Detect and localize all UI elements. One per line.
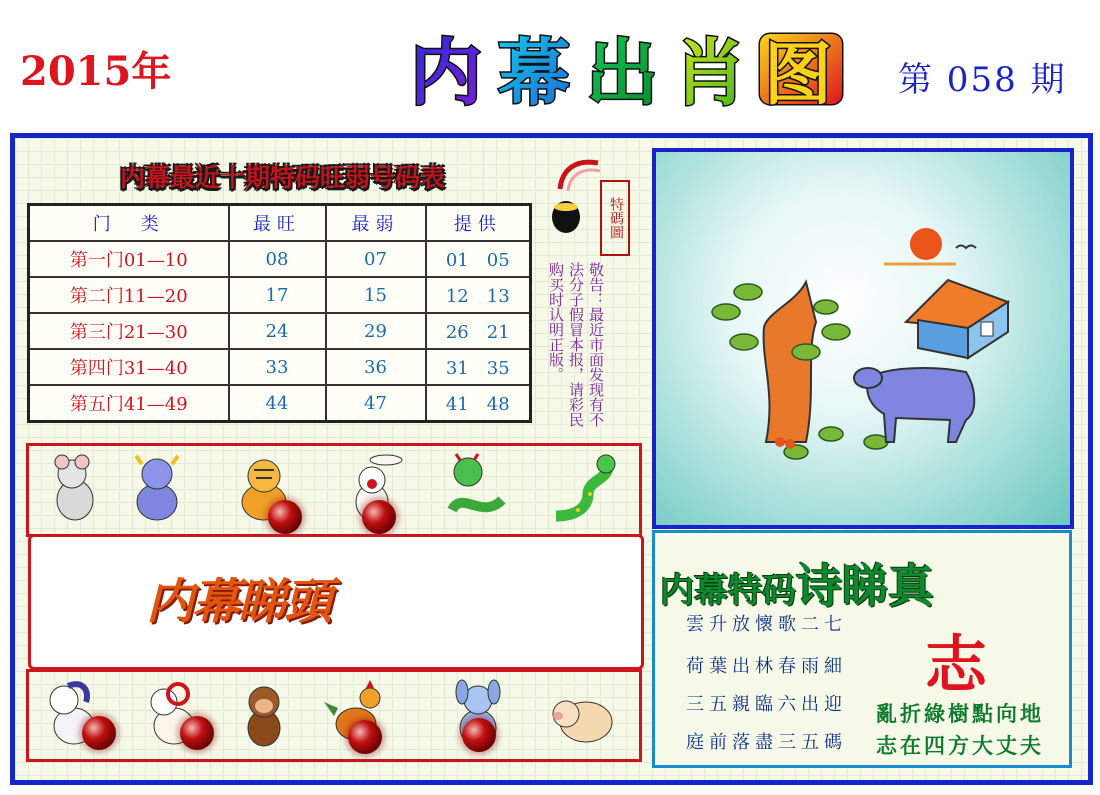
provide-cell: 31 35 (426, 349, 531, 385)
provide-cell: 41 48 (426, 385, 531, 422)
provide-cell: 12 13 (426, 277, 531, 313)
max-cell: 33 (229, 349, 326, 385)
max-cell: 44 (229, 385, 326, 422)
provide-cell: 26 21 (426, 313, 531, 349)
poem-line: 庭前落盡三五碼 (686, 732, 847, 753)
table-row (29, 313, 531, 349)
logo (408, 28, 848, 110)
number-table (27, 203, 532, 423)
highlight-ball (268, 500, 302, 534)
farm-scene-icon (656, 152, 1070, 525)
table-header-row (29, 205, 531, 242)
door-cell: 第五门41—49 (29, 385, 229, 422)
column-header: 最弱 (326, 205, 426, 242)
poem-line: 三五親臨六出迎 (686, 694, 847, 715)
column-header: 最旺 (229, 205, 326, 242)
poem-line: 荷葉出林春雨細 (686, 656, 847, 677)
highlight-char: 志 (925, 628, 988, 701)
notice-text: 敬告：最近市面发现有不法分子假冒本报，请彩民购买时认明正版。 (547, 262, 605, 427)
table-row (29, 385, 531, 422)
logo-char: 图 (764, 36, 833, 110)
logo-char: 幕 (498, 31, 571, 110)
rat-icon (40, 450, 110, 526)
table-row (29, 277, 531, 313)
poem-title-small: 内幕特码 (660, 571, 796, 611)
max-cell: 17 (229, 277, 326, 313)
poem-line: 雲升放懷歌二七 (686, 614, 847, 635)
highlight-ball (82, 716, 116, 750)
highlight-ball (362, 500, 396, 534)
min-cell: 07 (326, 241, 426, 277)
logo-char: 肖 (674, 31, 747, 110)
door-cell: 第三门21—30 (29, 313, 229, 349)
table-row (29, 241, 531, 277)
logo-char: 出 (586, 31, 659, 110)
motto-line: 亂折綠樹點向地 (876, 701, 1044, 726)
highlight-ball (348, 720, 382, 754)
dragon-icon (442, 450, 512, 526)
highlight-ball (180, 716, 214, 750)
door-cell: 第四门31—40 (29, 349, 229, 385)
year-label: 2015年 (20, 48, 172, 95)
min-cell: 15 (326, 277, 426, 313)
poem-title (660, 550, 934, 616)
illustration-panel (652, 148, 1074, 529)
blank-area (346, 537, 636, 667)
table-title: 内幕最近十期特码旺弱号码表 (120, 163, 446, 192)
table-row (29, 349, 531, 385)
max-cell: 08 (229, 241, 326, 277)
highlight-ball (462, 718, 496, 752)
hook-icon (546, 155, 602, 251)
min-cell: 36 (326, 349, 426, 385)
mid-title: 内幕睇頭 (146, 574, 331, 630)
column-header: 提供 (426, 205, 531, 242)
poem-title-big: 诗睇真 (796, 559, 934, 613)
ox-icon (122, 450, 192, 526)
min-cell: 29 (326, 313, 426, 349)
issue-number: 第 058 期 (898, 60, 1067, 100)
door-cell: 第一门01—10 (29, 241, 229, 277)
min-cell: 47 (326, 385, 426, 422)
column-header: 门 类 (29, 205, 229, 242)
max-cell: 24 (229, 313, 326, 349)
monkey-icon (228, 676, 298, 752)
motto-line: 志在四方大丈夫 (876, 733, 1044, 758)
provide-cell: 01 05 (426, 241, 531, 277)
stamp-label: 特碼圖 (600, 180, 630, 256)
logo-char: 内 (410, 31, 483, 110)
pig-icon (546, 676, 616, 752)
snake-icon (548, 450, 618, 526)
door-cell: 第二门11—20 (29, 277, 229, 313)
